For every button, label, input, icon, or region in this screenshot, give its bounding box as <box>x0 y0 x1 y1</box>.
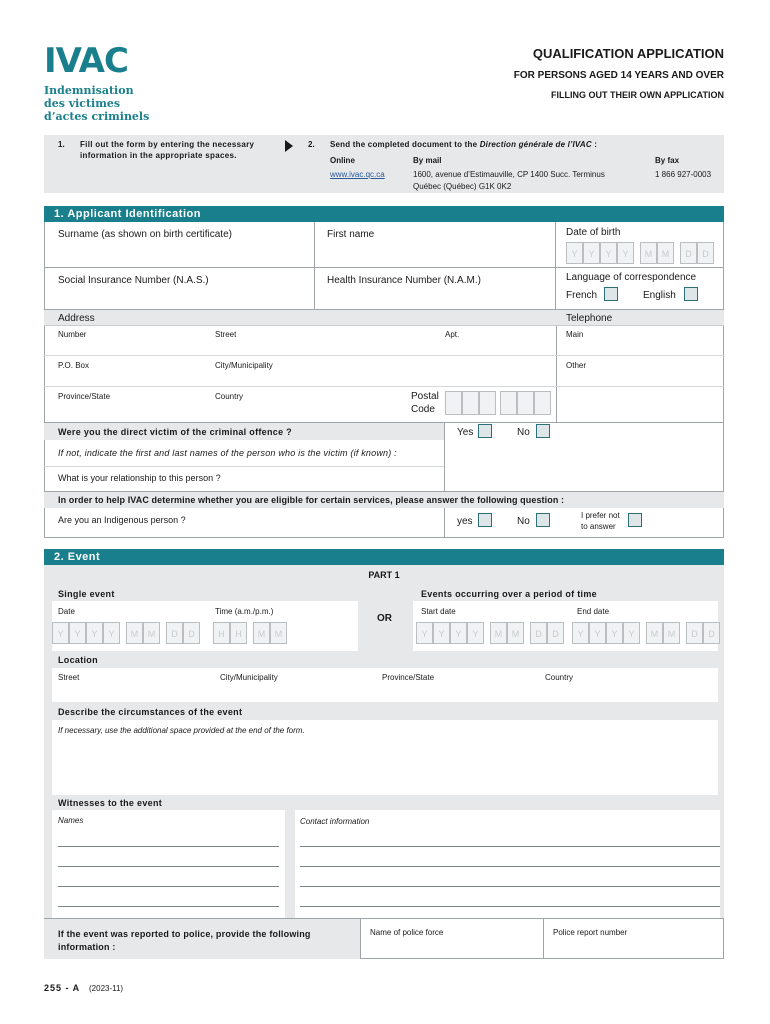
dob-label: Date of birth <box>566 227 621 238</box>
pobox-label: P.O. Box <box>58 361 89 370</box>
police-question2: information : <box>58 942 116 952</box>
dob-digit: M <box>640 242 657 264</box>
dob-input[interactable] <box>566 242 714 264</box>
witness-name-line[interactable] <box>58 886 279 887</box>
names-label: Names <box>58 816 84 825</box>
location-city-label: City/Municipality <box>220 673 278 682</box>
police-report-label: Police report number <box>553 928 628 937</box>
location-province-label: Province/State <box>382 673 435 682</box>
form-title: QUALIFICATION APPLICATION <box>532 46 724 61</box>
describe-label: Describe the circumstances of the event <box>58 707 243 717</box>
logo-brand: IVAC <box>44 41 128 81</box>
start-date-label: Start date <box>421 607 456 616</box>
single-event-label: Single event <box>58 589 115 599</box>
witness-contact-line[interactable] <box>300 846 720 847</box>
section1-header: 1. Applicant Identification <box>44 206 724 222</box>
indigenous-yes-label: yes <box>457 516 473 527</box>
logo-line1: Indemnisation <box>44 84 134 97</box>
online-label: Online <box>330 156 355 165</box>
firstname-label: First name <box>327 229 375 240</box>
dob-digit: Y <box>566 242 583 264</box>
describe-note: If necessary, use the additional space provided at the end of the form. <box>58 726 305 735</box>
mail-line2: Québec (Québec) G1K 0K2 <box>413 182 512 191</box>
police-report-field[interactable] <box>544 919 723 959</box>
step1-text2: information in the appropriate spaces. <box>80 151 237 160</box>
postal-label1: Postal <box>411 391 439 402</box>
step2-number: 2. <box>308 140 315 149</box>
victim-no-label: No <box>517 427 530 438</box>
province-label: Province/State <box>58 392 111 401</box>
location-country-label: Country <box>545 673 574 682</box>
witness-contact-line[interactable] <box>300 886 720 887</box>
step2-text: Send the completed document to the Direction générale de l’IVAC : <box>330 140 598 149</box>
logo-line3: d’actes criminels <box>44 110 150 123</box>
police-force-label: Name of police force <box>370 928 444 937</box>
dob-digit: Y <box>600 242 617 264</box>
form-date: (2023-11) <box>89 984 124 993</box>
indigenous-label: Are you an Indigenous person ? <box>58 515 186 525</box>
french-checkbox[interactable] <box>604 287 618 301</box>
period-event-label: Events occurring over a period of time <box>421 589 597 599</box>
victim-yes-checkbox[interactable] <box>478 424 492 438</box>
time-label: Time (a.m./p.m.) <box>215 607 274 616</box>
city-label: City/Municipality <box>215 361 273 370</box>
postal-label2: Code <box>411 404 435 415</box>
french-label: French <box>566 290 598 301</box>
country-label: Country <box>215 392 244 401</box>
sin-label: Social Insurance Number (N.A.S.) <box>58 275 209 286</box>
witness-name-line[interactable] <box>58 866 279 867</box>
or-label: OR <box>377 613 392 624</box>
event-date-input[interactable]: Y Y Y Y M M D D <box>52 622 198 644</box>
if-not-note: If not, indicate the first and last names of the person who is the victim (if known) : <box>58 448 397 458</box>
part1-label: PART 1 <box>368 570 400 580</box>
dob-digit: Y <box>583 242 600 264</box>
end-date-label: End date <box>577 607 610 616</box>
witness-name-line[interactable] <box>58 846 279 847</box>
number-label: Number <box>58 330 87 339</box>
online-link[interactable]: www.ivac.qc.ca <box>330 170 385 179</box>
address-header <box>44 310 724 326</box>
arrow-right-icon <box>285 140 293 152</box>
location-label: Location <box>58 655 98 665</box>
eligibility-question: In order to help IVAC determine whether you are eligible for certain services, please answer the following question : <box>58 495 565 505</box>
prefer-label2: to answer <box>581 522 616 531</box>
other-phone-label: Other <box>566 361 587 370</box>
english-checkbox[interactable] <box>684 287 698 301</box>
language-label: Language of correspondence <box>566 272 697 283</box>
english-label: English <box>643 290 676 301</box>
location-street-label: Street <box>58 673 80 682</box>
fax-value: 1 866 927-0003 <box>655 170 712 179</box>
dob-digit: Y <box>617 242 634 264</box>
indigenous-yes-checkbox[interactable] <box>478 513 492 527</box>
form-subtitle: FOR PERSONS AGED 14 YEARS AND OVER <box>513 70 724 81</box>
witnesses-label: Witnesses to the event <box>58 798 163 808</box>
prefer-not-checkbox[interactable] <box>628 513 642 527</box>
dob-digit: D <box>697 242 714 264</box>
witness-name-line[interactable] <box>58 906 279 907</box>
end-date-input[interactable]: Y Y Y Y M M D D <box>572 622 718 644</box>
logo-line2: des victimes <box>44 97 121 110</box>
step1-number: 1. <box>58 140 65 149</box>
date-label: Date <box>58 607 75 616</box>
surname-label: Surname (as shown on birth certificate) <box>58 229 232 240</box>
victim-yes-label: Yes <box>457 427 474 438</box>
witness-contact-line[interactable] <box>300 906 720 907</box>
mail-label: By mail <box>413 156 442 165</box>
dob-digit: M <box>657 242 674 264</box>
contact-label: Contact information <box>300 817 370 826</box>
police-force-field[interactable] <box>361 919 543 959</box>
fax-label: By fax <box>655 156 680 165</box>
telephone-label: Telephone <box>566 313 613 324</box>
main-phone-label: Main <box>566 330 584 339</box>
street-label: Street <box>215 330 237 339</box>
relationship-label: What is your relationship to this person ? <box>58 473 221 483</box>
victim-question: Were you the direct victim of the criminal offence ? <box>58 427 292 437</box>
victim-no-checkbox[interactable] <box>536 424 550 438</box>
police-question1: If the event was reported to police, provide the following <box>58 929 311 939</box>
dob-digit: D <box>680 242 697 264</box>
address-label: Address <box>58 313 95 324</box>
health-label: Health Insurance Number (N.A.M.) <box>327 275 481 286</box>
prefer-label1: I prefer not <box>581 511 620 520</box>
witness-contact-line[interactable] <box>300 866 720 867</box>
mail-line1: 1600, avenue d’Estimauville, CP 1400 Succ. Terminus <box>413 170 605 179</box>
indigenous-no-label: No <box>517 516 530 527</box>
start-date-input[interactable]: Y Y Y Y M M D D <box>416 622 562 644</box>
postal-code-input[interactable] <box>445 391 551 415</box>
event-time-input[interactable]: H H M M <box>213 622 289 644</box>
indigenous-no-checkbox[interactable] <box>536 513 550 527</box>
step1-text1: Fill out the form by entering the necessary <box>80 140 255 149</box>
logo <box>44 41 154 124</box>
form-subtitle2: FILLING OUT THEIR OWN APPLICATION <box>551 90 724 100</box>
section2-header: 2. Event <box>44 549 724 565</box>
form-code: 255 - A <box>44 983 81 993</box>
apt-label: Apt. <box>445 330 460 339</box>
